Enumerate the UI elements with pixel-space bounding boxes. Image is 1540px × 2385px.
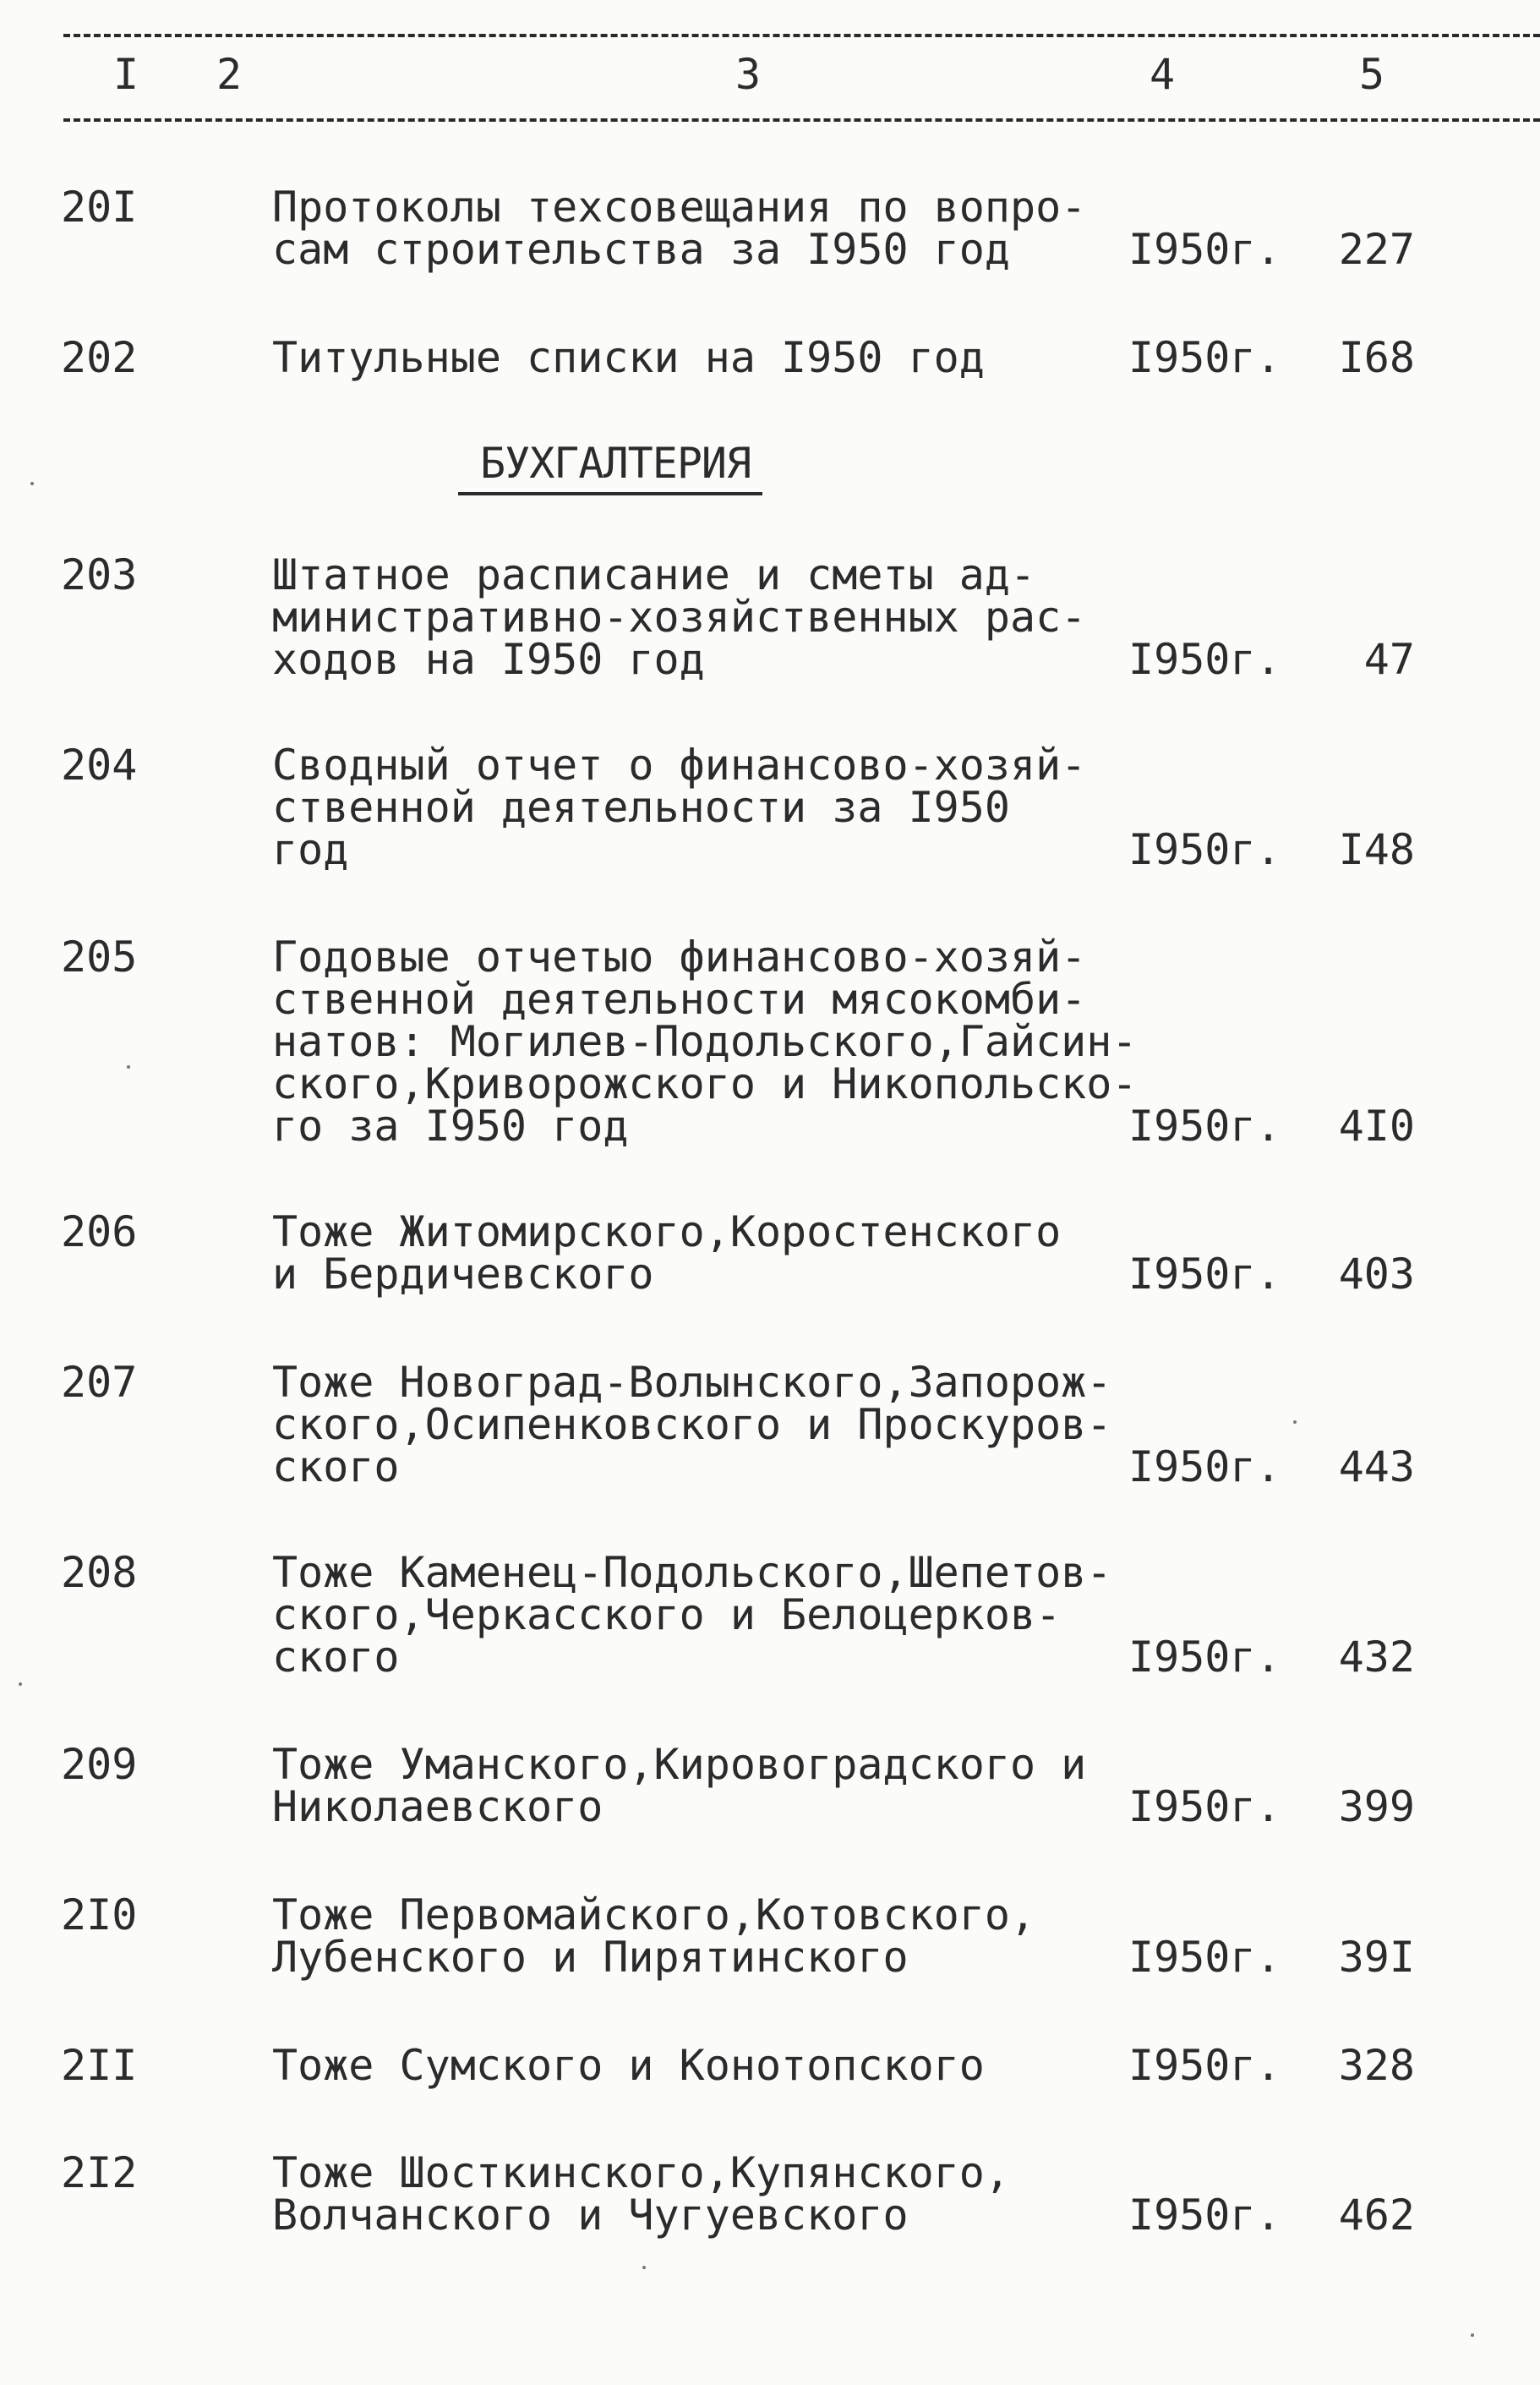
row-title-line: Годовые отчетыо финансово-хозяй- xyxy=(272,933,1087,982)
row-pages: I48 xyxy=(1338,825,1415,874)
row-pages: 443 xyxy=(1338,1442,1415,1491)
row-title-line: ского,Криворожского и Никопольско- xyxy=(272,1059,1138,1108)
row-title-line: министративно-хозяйственных рас- xyxy=(272,593,1087,642)
section-heading-accounting: БУХГАЛТЕРИЯ xyxy=(458,438,762,495)
row-year: I950г. xyxy=(1128,1933,1281,1982)
row-number: 209 xyxy=(61,1740,138,1789)
row-title-line: ского xyxy=(272,1633,400,1682)
row-number: 202 xyxy=(61,333,138,382)
row-pages: I68 xyxy=(1338,333,1415,382)
row-number: 203 xyxy=(61,550,138,599)
row-number: 2II xyxy=(61,2041,138,2090)
row-year: I950г. xyxy=(1128,1633,1281,1682)
header-top-rule xyxy=(63,34,1540,37)
row-year: I950г. xyxy=(1128,2191,1281,2240)
row-year: I950г. xyxy=(1128,1250,1281,1299)
row-title-line: натов: Могилев-Подольского,Гайсин- xyxy=(272,1017,1138,1066)
scan-speck xyxy=(127,1065,130,1069)
row-pages: 403 xyxy=(1338,1250,1415,1299)
scan-speck xyxy=(1293,1420,1297,1424)
row-title-line: Тоже Уманского,Кировоградского и xyxy=(272,1740,1087,1789)
row-number: 208 xyxy=(61,1548,138,1597)
scan-speck xyxy=(30,482,34,485)
row-year: I950г. xyxy=(1128,825,1281,874)
column-3-header: 3 xyxy=(735,50,762,99)
row-title-line: ходов на I950 год xyxy=(272,635,705,684)
row-title-line: ственной деятельности мясокомби- xyxy=(272,975,1087,1024)
row-title-line: Волчанского и Чугуевского xyxy=(272,2191,909,2240)
header-bottom-rule xyxy=(63,118,1540,122)
row-title-line: Лубенского и Пирятинского xyxy=(272,1933,909,1982)
row-title-line: Тоже Житомирского,Коростенского xyxy=(272,1207,1062,1256)
row-title-line: Тоже Сумского и Конотопского xyxy=(272,2041,985,2090)
row-year: I950г. xyxy=(1128,1782,1281,1831)
row-year: I950г. xyxy=(1128,333,1281,382)
row-pages: 39I xyxy=(1338,1933,1415,1982)
row-title-line: ского,Осипенковского и Проскуров- xyxy=(272,1400,1112,1449)
row-number: 205 xyxy=(61,933,138,982)
row-year: I950г. xyxy=(1128,1442,1281,1491)
row-title-line: Тоже Шосткинского,Купянского, xyxy=(272,2148,1010,2197)
row-title-line: год xyxy=(272,825,349,874)
row-number: 206 xyxy=(61,1207,138,1256)
row-title-line: Протоколы техсовещания по вопро- xyxy=(272,183,1087,232)
scan-speck xyxy=(642,2266,646,2269)
row-title-line: Титульные списки на I950 год xyxy=(272,333,985,382)
row-pages: 4I0 xyxy=(1338,1102,1415,1151)
row-pages: 399 xyxy=(1338,1782,1415,1831)
row-title-line: ского xyxy=(272,1442,400,1491)
row-year: I950г. xyxy=(1128,225,1281,274)
scan-speck xyxy=(19,1682,22,1686)
column-2-header: 2 xyxy=(216,50,243,99)
row-title-line: Штатное расписание и сметы ад- xyxy=(272,550,1036,599)
row-number: 207 xyxy=(61,1358,138,1407)
row-number: 20I xyxy=(61,183,138,232)
row-title-line: ского,Черкасского и Белоцерков- xyxy=(272,1590,1062,1639)
column-5-header: 5 xyxy=(1359,50,1385,99)
row-pages: 462 xyxy=(1338,2191,1415,2240)
row-title-line: Сводный отчет о финансово-хозяй- xyxy=(272,741,1087,790)
row-number: 204 xyxy=(61,741,138,790)
row-pages: 47 xyxy=(1363,635,1415,684)
row-year: I950г. xyxy=(1128,1102,1281,1151)
row-year: I950г. xyxy=(1128,635,1281,684)
row-title-line: Тоже Первомайского,Котовского, xyxy=(272,1890,1036,1939)
column-4-header: 4 xyxy=(1150,50,1176,99)
row-title-line: Тоже Новоград-Волынского,Запорож- xyxy=(272,1358,1112,1407)
row-title-line: Николаевского xyxy=(272,1782,603,1831)
row-number: 2I2 xyxy=(61,2148,138,2197)
column-1-header: I xyxy=(113,50,139,99)
row-pages: 432 xyxy=(1338,1633,1415,1682)
row-pages: 328 xyxy=(1338,2041,1415,2090)
row-title-line: сам строительства за I950 год xyxy=(272,225,1010,274)
row-number: 2I0 xyxy=(61,1890,138,1939)
row-title-line: го за I950 год xyxy=(272,1102,629,1151)
scan-speck xyxy=(1471,2333,1474,2337)
row-year: I950г. xyxy=(1128,2041,1281,2090)
row-title-line: Тоже Каменец-Подольского,Шепетов- xyxy=(272,1548,1112,1597)
row-title-line: ственной деятельности за I950 xyxy=(272,783,1010,832)
row-pages: 227 xyxy=(1338,225,1415,274)
row-title-line: и Бердичевского xyxy=(272,1250,654,1299)
